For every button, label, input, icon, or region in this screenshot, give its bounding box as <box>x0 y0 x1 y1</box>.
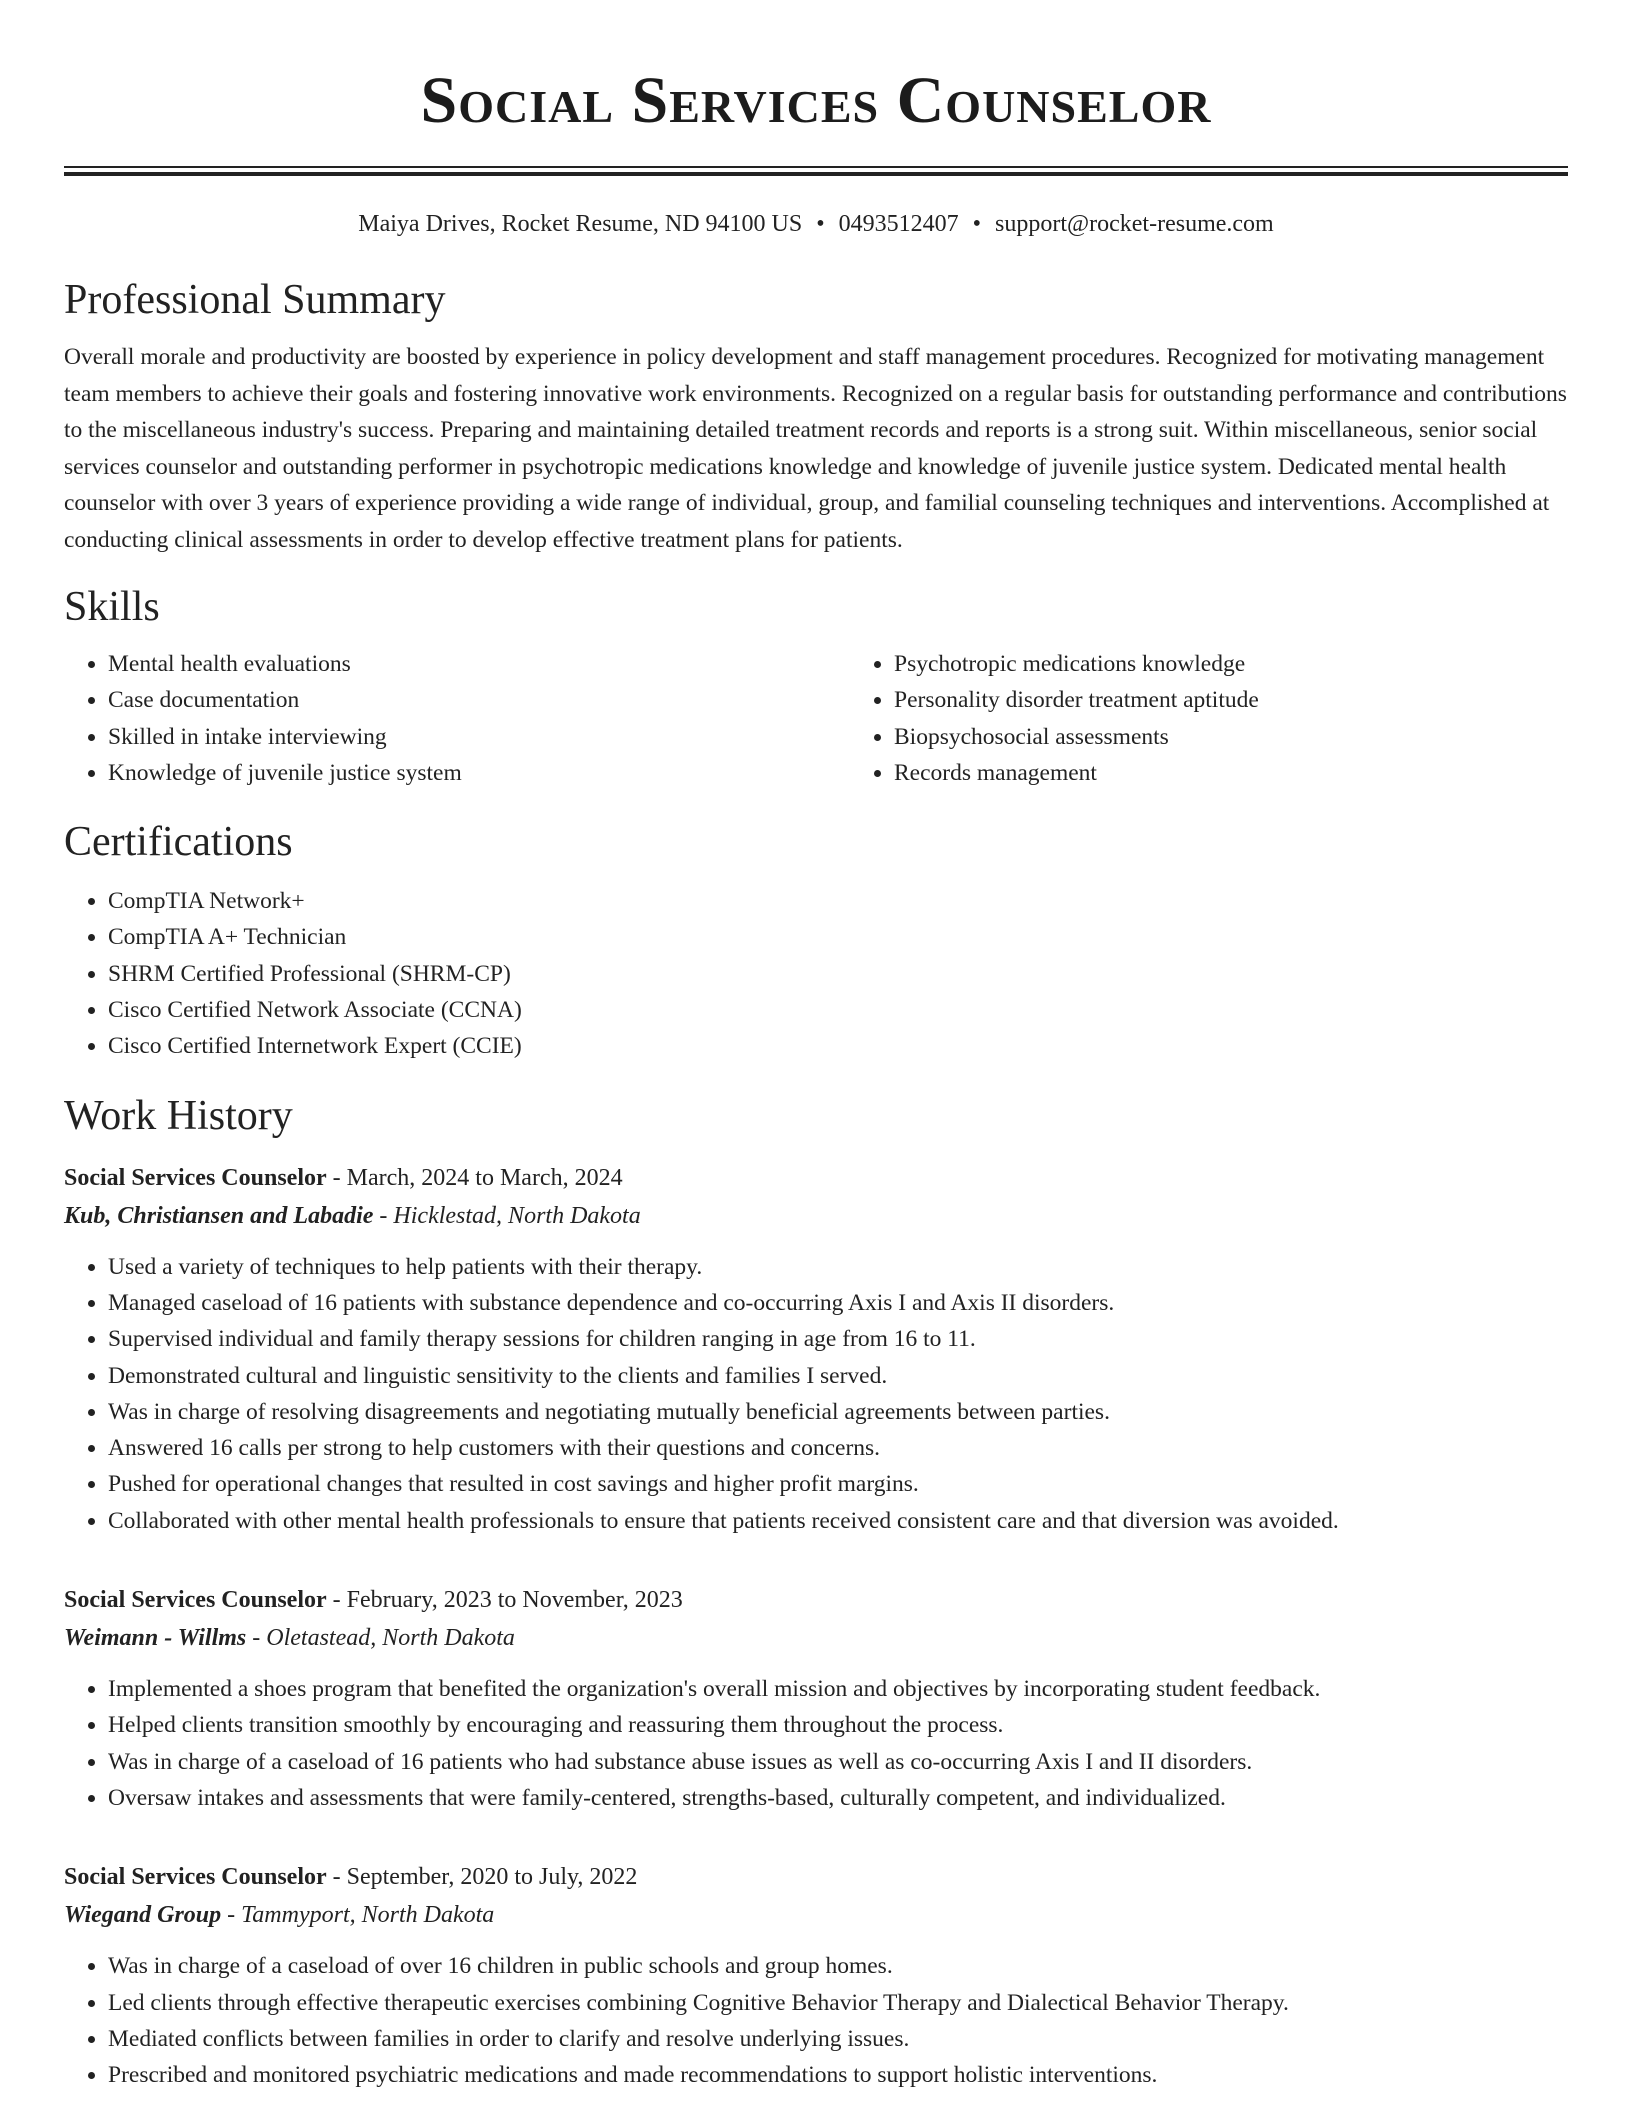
job-entry <box>64 1581 1568 1816</box>
certification-item: • Cisco Certified Internetwork Expert (CCIE) <box>108 1028 1568 1064</box>
job-bullet: • Used a variety of techniques to help patients with their therapy. <box>108 1249 1568 1285</box>
contact-address: Maiya Drives, Rocket Resume, ND 94100 US <box>358 211 803 237</box>
job-company-line <box>64 1619 1568 1657</box>
dash: - <box>326 1587 347 1614</box>
dash: - <box>246 1625 267 1652</box>
work-history-section <box>64 1091 1568 2094</box>
dash: - <box>326 1864 347 1891</box>
contact-line <box>64 209 1568 239</box>
job-company-line <box>64 1197 1568 1235</box>
skill-item: • Mental health evaluations <box>108 646 850 682</box>
skills-heading: Skills <box>64 584 160 630</box>
dash: - <box>221 1902 242 1929</box>
job-company: Wiegand Group <box>64 1902 222 1929</box>
job-bullet: • Oversaw intakes and assessments that were family-centered, strengths-based, culturally competent, and individualized. <box>108 1780 1568 1816</box>
job-location: Tammyport, North Dakota <box>241 1902 495 1929</box>
dash: - <box>326 1164 347 1191</box>
dash: - <box>373 1202 394 1229</box>
certification-item: • Cisco Certified Network Associate (CCNA) <box>108 992 1568 1028</box>
resume-name: Social Services Counselor <box>420 64 1212 137</box>
certification-item: • CompTIA A+ Technician <box>108 919 1568 955</box>
certifications-heading: Certifications <box>64 819 293 866</box>
job-bullet: • Was in charge of resolving disagreements and negotiating mutually beneficial agreements between parties. <box>108 1394 1568 1430</box>
job-bullet: • Prescribed and monitored psychiatric medications and made recommendations to support holistic interventions. <box>108 2057 1568 2093</box>
job-bullet: • Pushed for operational changes that resulted in cost savings and higher profit margins. <box>108 1466 1568 1502</box>
job-title: Social Services Counselor <box>64 1587 327 1614</box>
job-bullet: • Led clients through effective therapeutic exercises combining Cognitive Behavior Therapy and Dialectical Behavior Therapy. <box>108 1985 1568 2021</box>
job-title: Social Services Counselor <box>64 1864 327 1891</box>
certifications-section <box>64 817 1568 1064</box>
job-location: Oletastead, North Dakota <box>266 1625 515 1652</box>
job-bullet: • Implemented a shoes program that benefited the organization's overall mission and objectives by incorporating student feedback. <box>108 1671 1568 1707</box>
skill-item: • Records management <box>894 755 1632 791</box>
job-bullets <box>64 1249 1568 1539</box>
certification-item: • SHRM Certified Professional (SHRM-CP) <box>108 956 1568 992</box>
skill-item: • Biopsychosocial assessments <box>894 719 1632 755</box>
skill-item: • Psychotropic medications knowledge <box>894 646 1632 682</box>
job-title-line <box>64 1159 1568 1197</box>
skill-item: • Personality disorder treatment aptitude <box>894 682 1632 718</box>
job-bullet: • Answered 16 calls per strong to help customers with their questions and concerns. <box>108 1430 1568 1466</box>
summary-text: Overall morale and productivity are boosted by experience in policy development and staff management procedures. Recognized for motivating management team members to achieve their goals and fostering innovative work environments. Recognized on a regular basis for outstanding performance and contributions to the miscellaneous industry's success. Preparing and maintaining detailed treatment records and reports is a strong suit. Within miscellaneous, senior social services counselor and outstanding performer in psychotropic medications knowledge and knowledge of juvenile justice system. Dedicated mental health counselor with over 3 years of experience providing a wide range of individual, group, and familial counseling techniques and interventions. Accomplished at conducting clinical assessments in order to develop effective treatment plans for patients. <box>64 344 1567 553</box>
job-bullet: • Managed caseload of 16 patients with substance dependence and co-occurring Axis I and Axis II disorders. <box>108 1285 1568 1321</box>
job-title-line <box>64 1858 1568 1896</box>
job-dates: September, 2020 to July, 2022 <box>346 1864 638 1891</box>
summary-heading: Professional Summary <box>64 277 446 323</box>
job-location: Hicklestad, North Dakota <box>393 1202 641 1229</box>
job-bullet: • Mediated conflicts between families in order to clarify and resolve underlying issues. <box>108 2021 1568 2057</box>
job-company: Kub, Christiansen and Labadie <box>64 1202 374 1229</box>
job-company-line <box>64 1896 1568 1934</box>
certifications-list <box>64 883 1568 1064</box>
skills-list-left <box>64 646 850 791</box>
skill-item: • Case documentation <box>108 682 850 718</box>
contact-email: support@rocket-resume.com <box>995 211 1274 237</box>
job-company: Weimann - Willms <box>64 1625 247 1652</box>
skill-item: • Knowledge of juvenile justice system <box>108 755 850 791</box>
job-dates: March, 2024 to March, 2024 <box>346 1164 623 1191</box>
job-bullet: • Helped clients transition smoothly by encouraging and reassuring them throughout the process. <box>108 1707 1568 1743</box>
contact-separator: • <box>972 211 982 237</box>
header-double-rule <box>64 166 1568 176</box>
contact-separator: • <box>816 211 825 237</box>
job-bullet: • Supervised individual and family therapy sessions for children ranging in age from 16 to 11. <box>108 1321 1568 1357</box>
job-entry <box>64 1858 1568 2093</box>
job-bullets <box>64 1671 1568 1816</box>
skills-section <box>64 582 1568 791</box>
job-bullet: • Was in charge of a caseload of over 16 children in public schools and group homes. <box>108 1948 1568 1984</box>
job-title: Social Services Counselor <box>64 1164 327 1191</box>
job-bullets <box>64 1948 1568 2093</box>
job-title-line <box>64 1581 1568 1619</box>
skills-list-right <box>850 646 1632 791</box>
resume-page <box>64 0 1568 2093</box>
job-entry <box>64 1159 1568 1539</box>
contact-phone: 0493512407 <box>838 211 959 237</box>
summary-section <box>64 275 1568 558</box>
certification-item: • CompTIA Network+ <box>108 883 1568 919</box>
job-bullet: • Collaborated with other mental health professionals to ensure that patients received consistent care and that diversion was avoided. <box>108 1503 1568 1539</box>
job-bullet: • Demonstrated cultural and linguistic sensitivity to the clients and families I served. <box>108 1358 1568 1394</box>
skill-item: • Skilled in intake interviewing <box>108 719 850 755</box>
job-dates: February, 2023 to November, 2023 <box>346 1587 683 1614</box>
work-history-heading: Work History <box>64 1092 293 1139</box>
skills-columns <box>64 646 1568 791</box>
job-bullet: • Was in charge of a caseload of 16 patients who had substance abuse issues as well as co-occurring Axis I and II disorders. <box>108 1744 1568 1780</box>
